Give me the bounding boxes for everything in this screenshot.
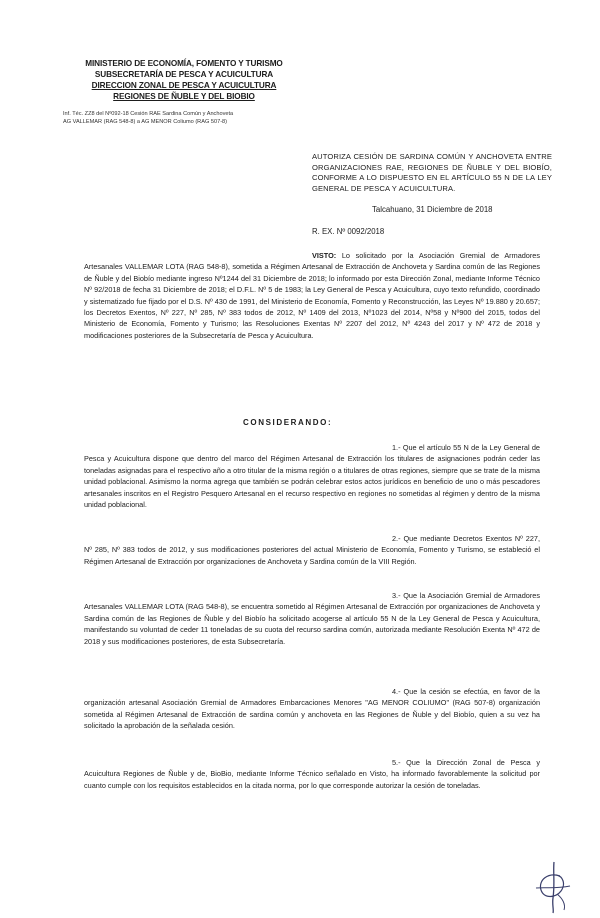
ministry-header bbox=[64, 58, 304, 102]
visto-label: VISTO: bbox=[312, 251, 337, 260]
considerando-item: 1.- Que el artículo 55 N de la Ley General de Pesca y Acuicultura dispone que dentro del marco del Régimen Artesanal de Extracción los titulares de asignaciones podrán ceder las toneladas asignadas para el respectivo año a otro titular de la misma región o a titulares de otras regiones, siempre que se trate de la misma unidad poblacional. Asimismo la norma agrega que también se podrán celebrar estos actos jurídicos en beneficio de uno o más pescadores artesanales inscritos en el Registro Pesquero Artesanal en el recurso respectivo en regiones no sometidas al régimen y dentro de la misma unidad poblacional. bbox=[84, 443, 540, 510]
signature-mark bbox=[526, 858, 580, 914]
reference-line-1: Inf. Téc. ZZ8 del Nº092-18 Cesión RAE Sardina Común y Anchoveta bbox=[63, 111, 234, 117]
direccion-zonal-name: DIRECCION ZONAL DE PESCA Y ACUICULTURA bbox=[91, 81, 277, 90]
considerando-item: 5.- Que la Dirección Zonal de Pesca y Acuicultura Regiones de Ñuble y de, BioBio, mediante Informe Técnico señalado en Visto, ha informado favorablemente la solicitud por cuanto cumple con los requisitos establecidos en la citada norma, por lo que corresponde autorizar la cesión de toneladas. bbox=[84, 758, 540, 790]
ministry-name: MINISTERIO DE ECONOMÍA, FOMENTO Y TURISMO bbox=[85, 59, 283, 68]
place-date: Talcahuano, 31 Diciembre de 2018 bbox=[372, 205, 493, 214]
considerando-title: CONSIDERANDO: bbox=[243, 418, 333, 427]
resolution-subject: AUTORIZA CESIÓN DE SARDINA COMÚN Y ANCHOVETA ENTRE ORGANIZACIONES RAE, REGIONES DE ÑUBLE Y DEL BIOBÍO, CONFORME A LO DISPUESTO EN EL ARTÍCULO 55 N DE LA LEY GENERAL DE PESCA Y ACUICULTURA. bbox=[312, 152, 552, 193]
visto-paragraph bbox=[84, 250, 540, 341]
visto-text: Lo solicitado por la Asociación Gremial de Armadores Artesanales VALLEMAR LOTA (RAG 548-8), sometida a Régimen Artesanal de Extracción de Anchoveta y Sardina común de las Regiones de Ñuble y del Biobío mediante ingreso Nº1244 del 31 Diciembre de 2018; lo informado por esta Dirección Zonal, mediante Informe Técnico Nº 92/2018 de fecha 31 Diciembre de 2018; el D.F.L. Nº 5 de 1983; la Ley General de Pesca y Acuicultura, cuyo texto refundido, coordinado y sistematizado fue fijado por el D.S. Nº 430 de 1991, del Ministerio de Economía, Fomento y Reconstrucción, las Leyes Nº 19.880 y 20.657; los Decretos Exentos, Nº 227, Nº 285, Nº 383 todos de 2012, Nº 1409 del 2013, Nº1023 del 2014, Nº58 y Nº900 del 2015, todos del Ministerio de Economía, Fomento y Turismo; las Resoluciones Exentas Nº 2207 del 2012, Nº 4243 del 2017 y Nº 472 de 2018 y modificaciones posteriores de la Subsecretaría de Pesca y Acuicultura. bbox=[84, 251, 541, 340]
resolution-number: R. EX. Nº 0092/2018 bbox=[312, 227, 385, 236]
considerando-item: 4.- Que la cesión se efectúa, en favor de la organización artesanal Asociación Gremial de Armadores Embarcaciones Menores "AG MENOR COLIUMO" (RAG 507-8) organización sometida al Régimen Artesanal de Extracción de sardina común y anchoveta en las Regiones de Ñuble y del Biobío, quien a su vez ha solicitado la aprobación de la señalada cesión. bbox=[84, 687, 540, 731]
considerando-item: 2.- Que mediante Decretos Exentos Nº 227, Nº 285, Nº 383 todos de 2012, y sus modificaciones posteriores del actual Ministerio de Economía, Fomento y Turismo, se estableció el Régimen Artesanal de Extracción por organizaciones de Anchoveta y Sardina común de la VIII Región. bbox=[84, 534, 540, 566]
reference-line-2: AG VALLEMAR (RAG 548-8) a AG MENOR Coliumo (RAG 507-8) bbox=[63, 119, 228, 125]
regiones-name: REGIONES DE ÑUBLE Y DEL BIOBIO bbox=[113, 92, 255, 101]
subsecretaria-name: SUBSECRETARÍA DE PESCA Y ACUICULTURA bbox=[94, 70, 274, 79]
reference-note bbox=[63, 110, 323, 126]
considerando-item: 3.- Que la Asociación Gremial de Armadores Artesanales VALLEMAR LOTA (RAG 548-8), se encuentra sometido al Régimen Artesanal de Extracción por organizaciones de Anchoveta y Sardina común de las Regiones de Ñuble y del Biobío ha solicitado acogerse al artículo 55 N de la Ley General de Pesca y Acuicultura, manifestando su voluntad de ceder 11 toneladas de su cuota del recurso sardina común, autorizada mediante Resolución Exenta Nº 472 de 2018 y sus modificaciones posteriores, de esta Subsecretaría. bbox=[84, 591, 540, 646]
